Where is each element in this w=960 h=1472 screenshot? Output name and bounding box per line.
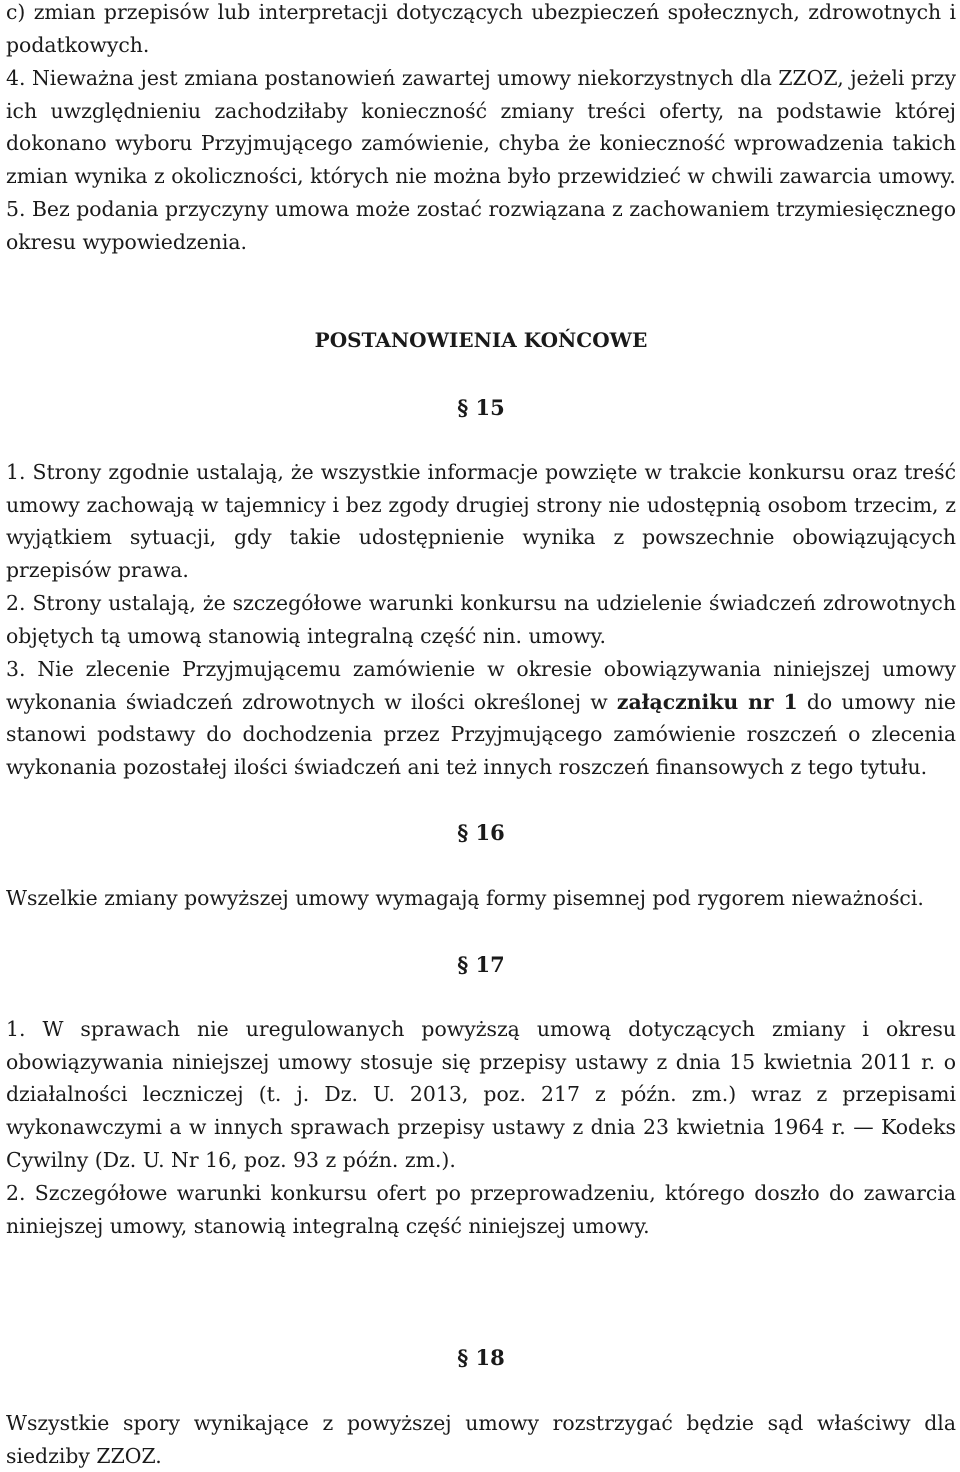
section-15-paragraph-3 [6, 653, 956, 784]
section-16-paragraph: Wszelkie zmiany powyższej umowy wymagają formy pisemnej pod rygorem nieważności. [6, 886, 924, 910]
paragraph-intro-c: c) zmian przepisów lub interpretacji dotyczących ubezpieczeń społecznych, zdrowotnych i podatkowych. [6, 0, 956, 57]
section-15-paragraph-3-text-a: 3. Nie zlecenie Przyjmującemu zamówienie w okresie obowiązywania niniejszej umowy wykonania świadczeń zdrowotnych w ilości określonej w [6, 657, 956, 714]
section-17-title: § 17 [457, 952, 505, 977]
section-15-paragraph-3-text-b: do umowy nie stanowi podstawy do dochodzenia przez Przyjmującego zamówienie roszczeń o zlecenia wykonania pozostałej ilości świadczeń ani też innych roszczeń finansowych z tego tytułu. [6, 689, 956, 780]
paragraph-5: 5. Bez podania przyczyny umowa może zostać rozwiązana z zachowaniem trzymiesięcznego okresu wypowiedzenia. [6, 197, 956, 254]
section-17-paragraph-2: 2. Szczegółowe warunki konkursu ofert po przeprowadzeniu, którego doszło do zawarcia niniejszej umowy, stanowią integralną część niniejszej umowy. [6, 1181, 956, 1238]
section-15-paragraph-2: 2. Strony ustalają, że szczegółowe warunki konkursu na udzielenie świadczeń zdrowotnych objętych tą umową stanowią integralną część nin. umowy. [6, 591, 956, 648]
section-18-paragraph: Wszystkie spory wynikające z powyższej umowy rozstrzygać będzie sąd właściwy dla siedziby ZZOZ. [6, 1411, 956, 1468]
attachment-reference: załączniku nr 1 [616, 689, 798, 714]
section-18-title: § 18 [457, 1345, 505, 1370]
section-16-title: § 16 [457, 820, 505, 845]
paragraph-4: 4. Nieważna jest zmiana postanowień zawartej umowy niekorzystnych dla ZZOZ, jeżeli przy ich uwzględnieniu zachodziłaby konieczność zmiany treści oferty, na podstawie której dokonano wyboru Przyjmującego zamówienie, chyba że konieczność wprowadzenia takich zmian wynika z okoliczności, których nie można było przewidzieć w chwili zawarcia umowy. [6, 66, 956, 189]
section-heading: POSTANOWIENIA KOŃCOWE [314, 328, 648, 352]
section-17-paragraph-1: 1. W sprawach nie uregulowanych powyższą umową dotyczących zmiany i okresu obowiązywania niniejszej umowy stosuje się przepisy ustawy z dnia 15 kwietnia 2011 r. o działalności leczniczej (t. j. Dz. U. 2013, poz. 217 z późn. zm.) wraz z przepisami wykonawczymi a w innych sprawach przepisy ustawy z dnia 23 kwietnia 1964 r. — Kodeks Cywilny (Dz. U. Nr 16, poz. 93 z późn. zm.). [6, 1017, 956, 1172]
section-15-paragraph-1: 1. Strony zgodnie ustalają, że wszystkie informacje powzięte w trakcie konkursu oraz treść umowy zachowają w tajemnicy i bez zgody drugiej strony nie udostępnią osobom trzecim, z wyjątkiem sytuacji, gdy takie udostępnienie wynika z powszechnie obowiązujących przepisów prawa. [6, 460, 956, 583]
section-15-title: § 15 [457, 395, 505, 420]
